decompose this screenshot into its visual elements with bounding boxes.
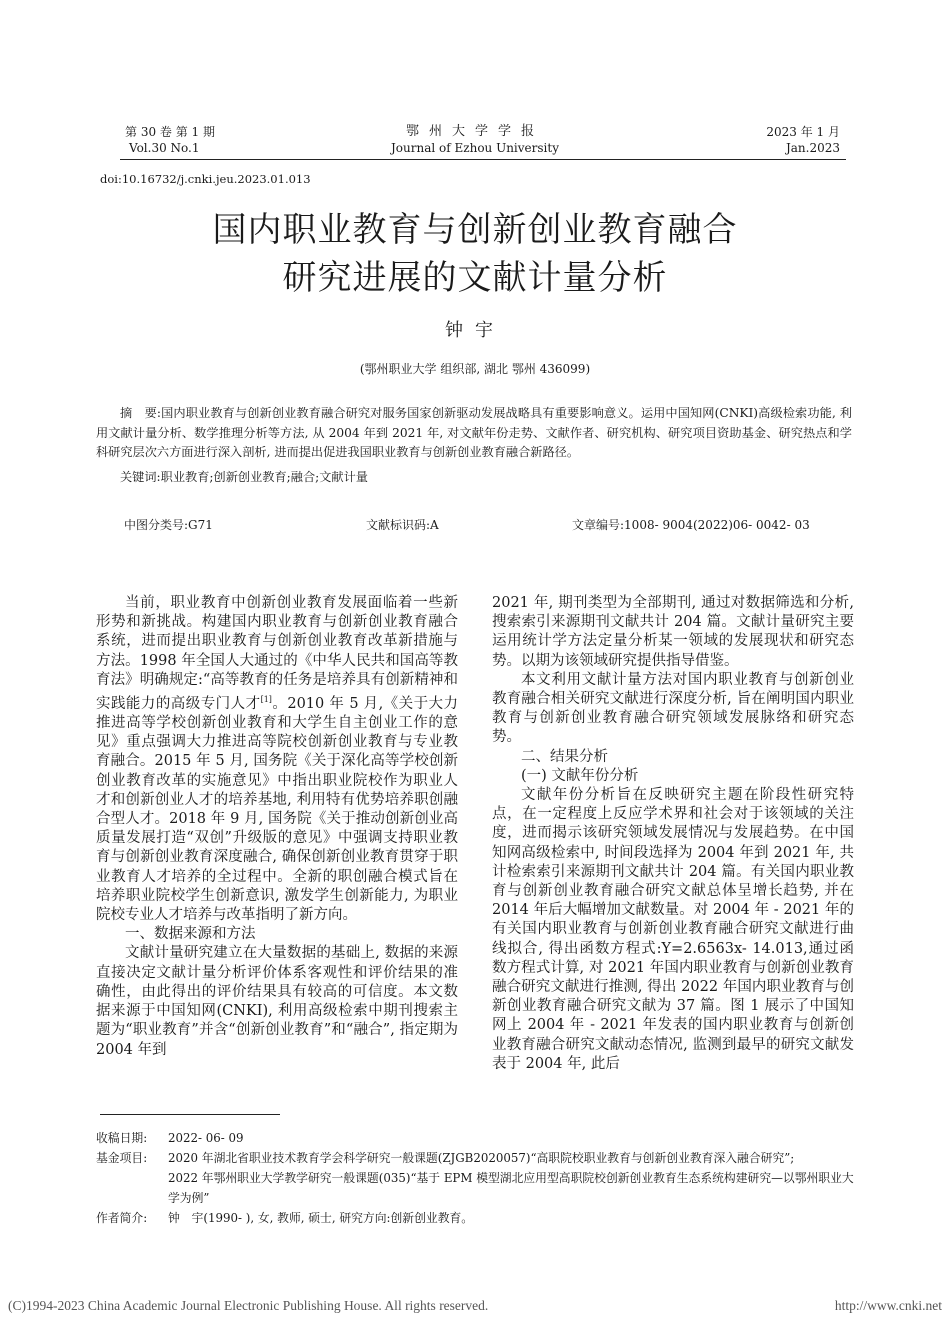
abstract: 摘 要:国内职业教育与创新创业教育融合研究对服务国家创新驱动发展战略具有重要影响意义。运用中国知网(CNKI)高级检索功能, 利用文献计量分析、数学推理分析等方法, 从 2004 年到 2021 年, 对文献年份走势、文献作者、研究机构、研究项目资助基金、研究热点和学科研究层次六方面进行深入剖析, 进而提出促进我国职业教育与创新创业教育融合新路径。: [96, 406, 852, 459]
author-name: 钟宇: [445, 320, 505, 341]
body-column-right: [492, 594, 854, 1074]
footnote-divider: [100, 1114, 280, 1115]
clc-number: 中图分类号:G71: [124, 518, 213, 532]
cnki-link[interactable]: http://www.cnki.net: [834, 1298, 942, 1313]
body-column-left: [96, 594, 458, 1060]
document-code: 文献标识码:A: [366, 518, 439, 532]
article-number: 文章编号:1008- 9004(2022)06- 0042- 03: [572, 518, 810, 532]
fund-item-2: 2022 年鄂州职业大学教学研究一般课题(035)“基于 EPM 模型湖北应用型高职院校创新创业教育生态系统构建研究—以鄂州职业大学为例”: [168, 1171, 854, 1205]
header-divider: [120, 159, 846, 160]
doi[interactable]: doi:10.16732/j.cnki.jeu.2023.01.013: [100, 172, 311, 186]
keywords: 关键词:职业教育;创新创业教育;融合;文献计量: [120, 470, 368, 484]
paragraph: 文献计量研究建立在大量数据的基础上, 数据的来源直接决定文献计量分析评价体系客观性和评价结果的准确性，由此得出的评价结果具有较高的可信度。本文数据来源于中国知网(CNKI), 利用高级检索中期刊搜索主题为“职业教育”并含“创新创业教育”和“融合”, 指定期为 2004 年到: [96, 945, 458, 1058]
subsection-heading: (一) 文献年份分析: [521, 767, 639, 784]
date-en: Jan.2023: [785, 141, 840, 155]
paragraph: 本文利用文献计量方法对国内职业教育与创新创业教育融合相关研究文献进行深度分析, 旨在阐明国内职业教育与创新创业教育融合研究领域发展脉络和研究态势。: [492, 671, 854, 746]
journal-name-cn: 鄂州大学学报: [405, 124, 544, 139]
title-line-1: 国内职业教育与创新创业教育融合: [212, 210, 738, 250]
copyright-notice: (C)1994-2023 China Academic Journal Electronic Publishing House. All rights reserved.: [8, 1298, 489, 1313]
copyright-bar: [8, 1298, 942, 1314]
footnotes: [96, 1128, 856, 1228]
title-line-2: 研究进展的文献计量分析: [282, 258, 668, 298]
received-date: 收稿日期: 2022- 06- 09: [96, 1131, 244, 1145]
citation-ref[interactable]: [1]: [260, 695, 272, 705]
journal-name-en: Journal of Ezhou University: [391, 141, 559, 155]
running-header-date: [740, 124, 840, 156]
running-header-journal: [375, 124, 575, 156]
volume-en: Vol.30 No.1: [129, 141, 200, 155]
fund-project: 基金项目: 2020 年湖北省职业技术教育学会科学研究一般课题(ZJGB2020057)“高职院校职业教育与创新创业教育深入融合研究”; 2022 年鄂州职业大学教学研究一般课题(035)“基于 EPM 模型湖北应用型高职院校创新创业教育生态系统构建研究—以鄂州职业大学为例”: [96, 1148, 856, 1208]
date-cn: 2023 年 1 月: [766, 125, 840, 139]
paragraph: 当前，职业教育中创新创业教育发展面临着一些新形势和新挑战。构建国内职业教育与创新创业教育融合系统，进而提出职业教育与创新创业教育改革新措施与方法。1998 年全国人大通过的《中华人民共和国高等教育法》明确规定:“高等教育的任务是培养具有创新精神和实践能力的高级专门人才[1]。2010 年 5 月,《关于大力推进高等学校创新创业教育和大学生自主创业工作的意见》重点强调大力推进高等院校创新创业教育与专业教育融合。2015 年 5 月, 国务院《关于深化高等学校创新创业教育改革的实施意见》中指出职业院校作为职业人才和创新创业人才的培养基地, 利用特有优势培养职创融合型人才。2018 年 9 月, 国务院《关于推动创新创业高质量发展打造“双创”升级版的意见》中强调支持职业教育与创新创业教育深度融合, 确保创新创业教育贯穿于职业教育人才培养的全过程中。全新的职创融合模式旨在培养职业院校学生创新意识, 激发学生创新能力, 为职业院校专业人才培养与改革指明了新方向。: [96, 595, 459, 924]
running-header-volume: [125, 124, 215, 156]
author-bio: 作者简介: 钟 宇(1990- ), 女, 教师, 硕士, 研究方向:创新创业教育。: [96, 1211, 474, 1225]
article-title: [100, 206, 850, 302]
section-heading: 二、结果分析: [521, 748, 608, 765]
fund-item-1: 2020 年湖北省职业技术教育学会科学研究一般课题(ZJGB2020057)“高职院校职业教育与创新创业教育深入融合研究”;: [168, 1151, 795, 1165]
paragraph: 文献年份分析旨在反映研究主题在阶段性研究特点，在一定程度上反应学术界和社会对于该领域的关注度，进而揭示该研究领域发展情况与发展趋势。在中国知网高级检索中, 时间段选择为 2004 年到 2021 年, 共计检索索引来源期刊文献共计 204 篇。有关国内职业教育与创新创业教育融合研究文献总体呈增长趋势, 并在 2014 年后大幅增加文献数量。对 2004 年 - 2021 年的有关国内职业教育与创新创业教育融合研究文献进行曲线拟合, 得出函数方程式:Y=2.6563x- 14.013,通过函数方程式计算, 对 2021 年国内职业教育与创新创业教育融合研究文献进行推测, 得出 2022 年国内职业教育与创新创业教育融合研究文献为 37 篇。图 1 展示了中国知网上 2004 年 - 2021 年发表的国内职业教育与创新创业教育融合研究文献动态情况, 监测到最早的研究文献发表于 2004 年, 此后: [492, 787, 854, 1072]
author-affiliation: (鄂州职业大学 组织部, 湖北 鄂州 436099): [359, 362, 591, 376]
section-heading: 一、数据来源和方法: [125, 926, 256, 943]
paragraph: 2021 年, 期刊类型为全部期刊, 通过对数据筛选和分析, 搜索索引来源期刊文献共计 204 篇。文献计量研究主要运用统计学方法定量分析某一领域的发展现状和研究态势。以期为该领域研究提供指导借鉴。: [492, 595, 854, 669]
volume-cn: 第 30 卷 第 1 期: [125, 125, 215, 139]
